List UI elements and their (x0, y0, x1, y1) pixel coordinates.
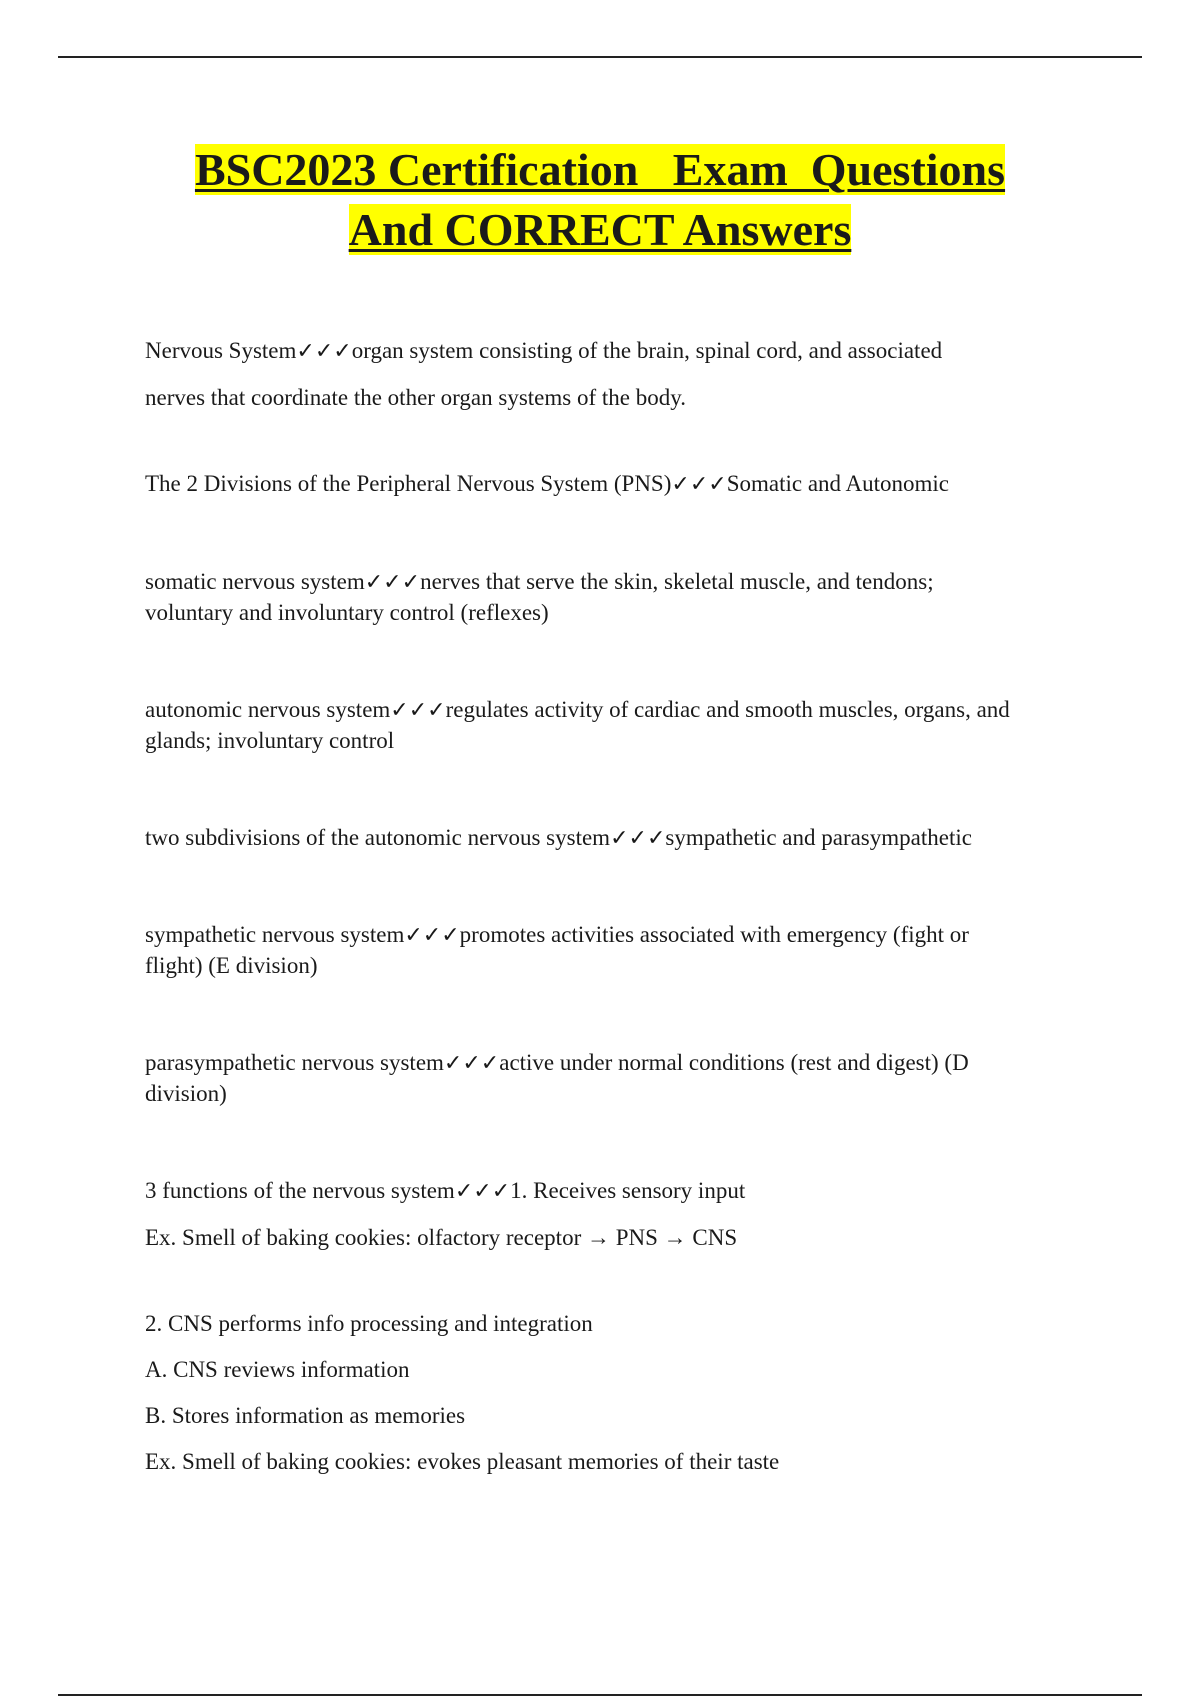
qa-entry (145, 695, 1075, 756)
function-2-block (145, 1301, 1075, 1485)
function-2-heading: 2. CNS performs info processing and integration (145, 1311, 593, 1336)
entry-definition: nerves that serve the skin, skeletal muscle, and tendons; (420, 569, 934, 594)
entry-term: two subdivisions of the autonomic nervous system (145, 825, 611, 850)
function-2-item-b: B. Stores information as memories (145, 1403, 466, 1428)
entry-definition: sympathetic and parasympathetic (665, 825, 972, 850)
entry-term: Nervous System (145, 338, 297, 363)
entry-definition: Somatic and Autonomic (726, 471, 950, 496)
qa-entry (145, 567, 1075, 628)
entry-continuation: flight) (E division) (145, 953, 318, 978)
check-mark-icon: ✓✓✓ (454, 1179, 511, 1204)
entry-continuation: division) (145, 1081, 227, 1106)
title-line-1: BSC2023 Certification Exam Questions (194, 144, 1006, 195)
qa-entry (145, 1048, 1075, 1109)
check-mark-icon: ✓✓✓ (404, 923, 460, 948)
qa-entry (145, 469, 1075, 500)
entry-continuation: glands; involuntary control (145, 728, 395, 753)
entry-definition: organ system consisting of the brain, spinal cord, and associated (351, 338, 943, 363)
entry-definition: active under normal conditions (rest and digest) (D (499, 1050, 969, 1075)
check-mark-icon: ✓✓✓ (671, 472, 727, 497)
header-rule (58, 56, 1142, 58)
entry-term: parasympathetic nervous system (145, 1050, 444, 1075)
check-mark-icon: ✓✓✓ (296, 339, 352, 364)
function-2-example: Ex. Smell of baking cookies: evokes pleasant memories of their taste (145, 1449, 780, 1474)
qa-entry (145, 328, 1075, 421)
entry-term: sympathetic nervous system (145, 922, 405, 947)
function-2-item-a: A. CNS reviews information (145, 1357, 410, 1382)
entry-continuation: Ex. Smell of baking cookies: olfactory receptor → PNS → CNS (145, 1225, 738, 1250)
check-mark-icon: ✓✓✓ (390, 698, 446, 723)
document-body (145, 328, 1075, 1485)
qa-entry (145, 1168, 1075, 1261)
entry-term: The 2 Divisions of the Peripheral Nervous System (PNS) (145, 471, 672, 496)
footer-rule (58, 1694, 1142, 1696)
entry-continuation: nerves that coordinate the other organ systems of the body. (145, 385, 686, 410)
entry-definition: promotes activities associated with emergency (fight or (459, 922, 969, 947)
qa-entry (145, 920, 1075, 981)
title-line-2: And CORRECT Answers (348, 204, 852, 255)
entry-term: 3 functions of the nervous system (145, 1178, 455, 1203)
check-mark-icon: ✓✓✓ (610, 826, 666, 851)
entry-term: somatic nervous system (145, 569, 365, 594)
entry-term: autonomic nervous system (145, 697, 391, 722)
entry-continuation: voluntary and involuntary control (reflexes) (145, 600, 549, 625)
check-mark-icon: ✓✓✓ (443, 1051, 500, 1076)
document-title (60, 140, 1140, 260)
qa-entry (145, 823, 1075, 854)
check-mark-icon: ✓✓✓ (364, 570, 421, 595)
entry-definition: regulates activity of cardiac and smooth muscles, organs, and (445, 697, 1010, 722)
entry-definition: 1. Receives sensory input (510, 1178, 746, 1203)
